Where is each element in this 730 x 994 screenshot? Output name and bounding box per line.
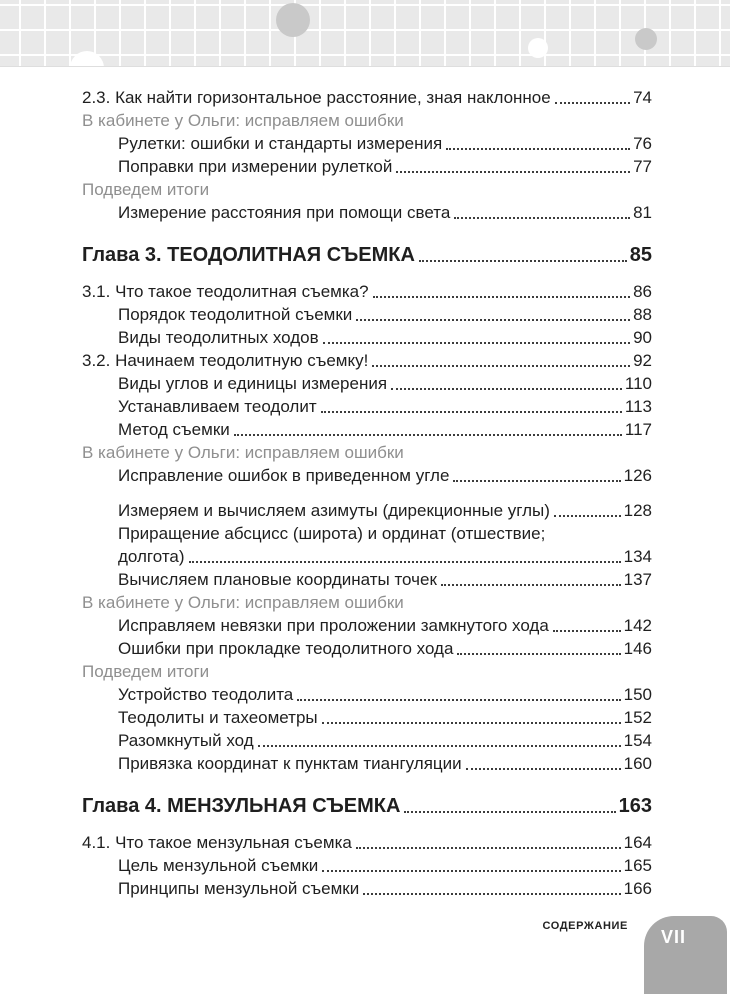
decorative-grid-band [0,0,730,67]
toc-entry [82,395,652,418]
toc-entry-page: 137 [623,570,652,589]
toc-entry-page: 163 [618,795,652,817]
toc-entry [82,155,652,178]
toc-entry [82,794,652,819]
dot-leader [373,296,630,298]
dot-leader [404,811,615,813]
toc-entry-title: Устанавливаем теодолит [118,397,317,416]
toc-entry [82,614,652,637]
toc-entry-title: Разомкнутый ход [118,731,254,750]
toc-entry-title: В кабинете у Ольги: исправляем ошибки [82,111,404,130]
toc-entry [82,877,652,900]
toc-entry-title: Виды теодолитных ходов [118,328,319,347]
toc-entry [82,201,652,224]
dot-leader [363,893,620,895]
toc-entry-page: 86 [633,282,652,301]
toc-entry-title: Устройство теодолита [118,685,294,704]
decor-circle-gray [276,3,310,37]
dot-leader [391,388,622,390]
toc-entry-title: 3.2. Начинаем теодолитную съемку! [82,351,369,370]
toc-entry-page: 150 [623,685,652,704]
toc-entry [82,831,652,854]
toc-entry [82,637,652,660]
toc-entry [82,109,652,132]
toc-entry [82,660,652,683]
toc-entry [82,522,652,545]
toc-entry-title: 3.1. Что такое теодолитная съемка? [82,282,369,301]
dot-leader [297,699,620,701]
toc-entry-page: 134 [623,547,652,566]
dot-leader [322,870,620,872]
toc-entry-title: В кабинете у Ольги: исправляем ошибки [82,443,404,462]
page-number: VII [661,927,687,947]
toc-entry-page: 92 [633,351,652,370]
dot-leader [454,217,630,219]
toc-entry [82,545,652,568]
toc-entry [82,464,652,487]
toc-entry-page: 164 [623,833,652,852]
toc-entry-page: 142 [623,616,652,635]
toc-entry-title: Измеряем и вычисляем азимуты (дирекционные углы) [118,501,550,520]
toc-entry [82,729,652,752]
toc-entry-title: Привязка координат к пунктам тиангуляции [118,754,462,773]
decor-circle-white [528,38,548,58]
dot-leader [419,260,627,262]
toc-entry-title: Цель мензульной съемки [118,856,319,875]
toc-entry-page: 154 [623,731,652,750]
toc-entry-title: Теодолиты и тахеометры [118,708,318,727]
toc-entry-title: Ошибки при прокладке теодолитного хода [118,639,454,658]
toc-entry-page: 81 [633,203,652,222]
dot-leader [554,515,621,517]
page-number-tab [644,916,727,994]
table-of-contents [82,86,652,900]
toc-entry-title: Виды углов и единицы измерения [118,374,388,393]
toc-entry-title: В кабинете у Ольги: исправляем ошибки [82,593,404,612]
toc-entry-title: Приращение абсцисс (широта) и ординат (отшествие; [118,524,546,543]
dot-leader [356,319,630,321]
toc-entry-page: 77 [633,157,652,176]
toc-entry [82,591,652,614]
dot-leader [446,148,630,150]
toc-entry-title: Порядок теодолитной съемки [118,305,353,324]
decor-circle-white [70,51,104,67]
dot-leader [258,745,621,747]
dot-leader [356,847,621,849]
toc-entry-page: 152 [623,708,652,727]
toc-entry-page: 76 [633,134,652,153]
toc-entry [82,441,652,464]
toc-entry [82,752,652,775]
toc-entry [82,132,652,155]
dot-leader [234,434,622,436]
toc-entry [82,372,652,395]
toc-entry-page: 165 [623,856,652,875]
toc-entry-title: Исправление ошибок в приведенном угле [118,466,450,485]
toc-entry-page: 88 [633,305,652,324]
toc-entry-page: 117 [624,420,652,439]
toc-entry-title: 4.1. Что такое мензульная съемка [82,833,352,852]
toc-entry-title: Рулетки: ошибки и стандарты измерения [118,134,443,153]
dot-leader [466,768,621,770]
toc-entry [82,303,652,326]
dot-leader [555,102,630,104]
toc-entry [82,326,652,349]
toc-entry-title: Подведем итоги [82,662,210,681]
dot-leader [189,561,621,563]
dot-leader [441,584,621,586]
dot-leader [453,480,620,482]
decor-circle-gray [635,28,657,50]
toc-entry-title: Принципы мензульной съемки [118,879,360,898]
toc-entry [82,683,652,706]
toc-entry [82,854,652,877]
toc-entry [82,243,652,268]
dot-leader [553,630,621,632]
toc-entry-page: 128 [623,501,652,520]
running-footer-title: СОДЕРЖАНИЕ [542,920,628,932]
toc-entry-page: 113 [624,397,652,416]
toc-entry-title: Поправки при измерении рулеткой [118,157,393,176]
toc-entry [82,499,652,522]
toc-entry-title: Глава 4. МЕНЗУЛЬНАЯ СЪЕМКА [82,795,401,817]
toc-entry [82,568,652,591]
toc-entry-page: 74 [633,88,652,107]
toc-entry [82,418,652,441]
toc-entry-title: Исправляем невязки при проложении замкнутого хода [118,616,549,635]
toc-entry-title: Метод съемки [118,420,230,439]
dot-leader [323,342,630,344]
toc-entry-page: 126 [623,466,652,485]
toc-entry-page: 146 [623,639,652,658]
toc-entry-title: Вычисляем плановые координаты точек [118,570,437,589]
toc-entry-page: 85 [629,244,652,266]
toc-entry [82,280,652,303]
toc-entry-page: 90 [633,328,652,347]
dot-leader [321,411,622,413]
dot-leader [372,365,630,367]
toc-entry-title: Измерение расстояния при помощи света [118,203,451,222]
dot-leader [457,653,620,655]
toc-entry [82,86,652,109]
dot-leader [322,722,621,724]
toc-entry [82,349,652,372]
dot-leader [396,171,630,173]
toc-entry-title: Глава 3. ТЕОДОЛИТНАЯ СЪЕМКА [82,244,415,266]
toc-entry-title: 2.3. Как найти горизонтальное расстояние, зная наклонное [82,88,551,107]
toc-entry [82,178,652,201]
toc-entry [82,706,652,729]
toc-entry-page: 160 [623,754,652,773]
toc-entry-title: долгота) [118,547,185,566]
toc-entry-page: 166 [623,879,652,898]
toc-entry-title: Подведем итоги [82,180,210,199]
toc-entry-page: 110 [624,374,652,393]
